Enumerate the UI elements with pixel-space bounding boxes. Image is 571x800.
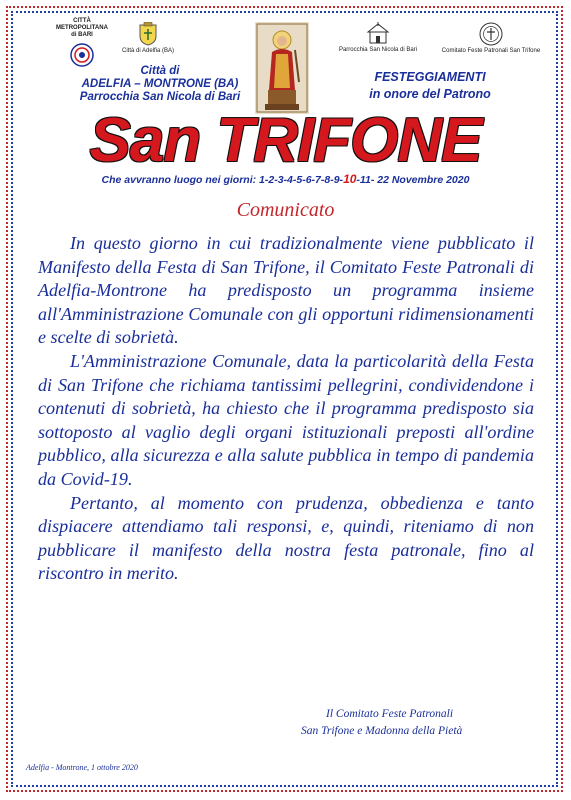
metro-city-logo — [52, 18, 112, 70]
adelfia-logo-caption: Città di Adelfia (BA) — [121, 48, 175, 54]
header-left-line-2: ADELFIA – MONTRONE (BA) — [81, 78, 239, 90]
comitato-seal-icon — [479, 22, 503, 46]
signature-line-2: San Trifone e Madonna della Pietà — [301, 725, 463, 737]
header-left-line-3: Parrocchia San Nicola di Bari — [79, 91, 241, 103]
main-title: San TRIFONE — [89, 106, 482, 175]
header-right-line-2: in onore del Patrono — [369, 87, 491, 101]
parrocchia-logo-caption: Parrocchia San Nicola di Bari — [338, 47, 418, 53]
dates-line — [0, 172, 571, 186]
paragraph-1: In questo giorno in cui tradizionalmente viene pubblicato il Manifesto della Festa di San Trifone, il Comitato Feste Patronali di Adelfia-Montrone ha predisposto un programma insieme all'Amministrazione Comunale con gli opportuni ridimensionamenti e scelte di sobrietà. — [38, 233, 534, 348]
parrocchia-church-icon — [366, 22, 390, 44]
body-text — [38, 232, 534, 586]
comunicato-heading: Comunicato — [236, 199, 335, 221]
header-left-block — [60, 65, 260, 104]
metro-line-1: CITTÀ — [73, 18, 91, 24]
parrocchia-logo — [333, 22, 423, 54]
dates-prefix: Che avvranno luogo nei giorni: 1-2-3-4-5-6-7-8-9- — [101, 174, 344, 186]
comitato-logo-caption: Comitato Feste Patronali San Trifone — [441, 48, 541, 54]
header-left-line-1: Città di — [140, 65, 180, 77]
paragraph-3: Pertanto, al momento con prudenza, obbedienza e tanto dispiacere attendiamo tali responsi, e, quindi, riteniamo di non pubblicare il manifesto della nostra festa patronale, fino al riscontro in merito. — [38, 492, 534, 584]
signature-line-1: Il Comitato Feste Patronali — [326, 708, 454, 720]
metro-line-2: METROPOLITANA — [56, 25, 108, 31]
header-right-block — [340, 69, 520, 103]
adelfia-crest-icon — [139, 22, 157, 46]
metro-line-3: di BARI — [71, 32, 93, 38]
comitato-logo — [436, 22, 546, 55]
san-trifone-statue-image — [255, 22, 309, 114]
adelfia-logo — [118, 22, 178, 55]
footer-place-date: Adelfia - Montrone, 1 ottobre 2020 — [26, 763, 138, 772]
header-right-line-1: FESTEGGIAMENTI — [374, 70, 486, 84]
dates-suffix: -11- 22 Novembre 2020 — [356, 174, 470, 186]
paragraph-2: L'Amministrazione Comunale, data la particolarità della Festa di San Trifone che richiama tantissimi pellegrini, condividendone i contenuti di sobrietà, ha chiesto che il programma predisposto sia sottoposto al vaglio degli organi istituzionali preposti all'ordine pubblico, alla sicurezza e alla salute pubblica in tempo di pandemia da Covid-19. — [38, 350, 534, 489]
dates-highlight: 10 — [343, 172, 357, 186]
